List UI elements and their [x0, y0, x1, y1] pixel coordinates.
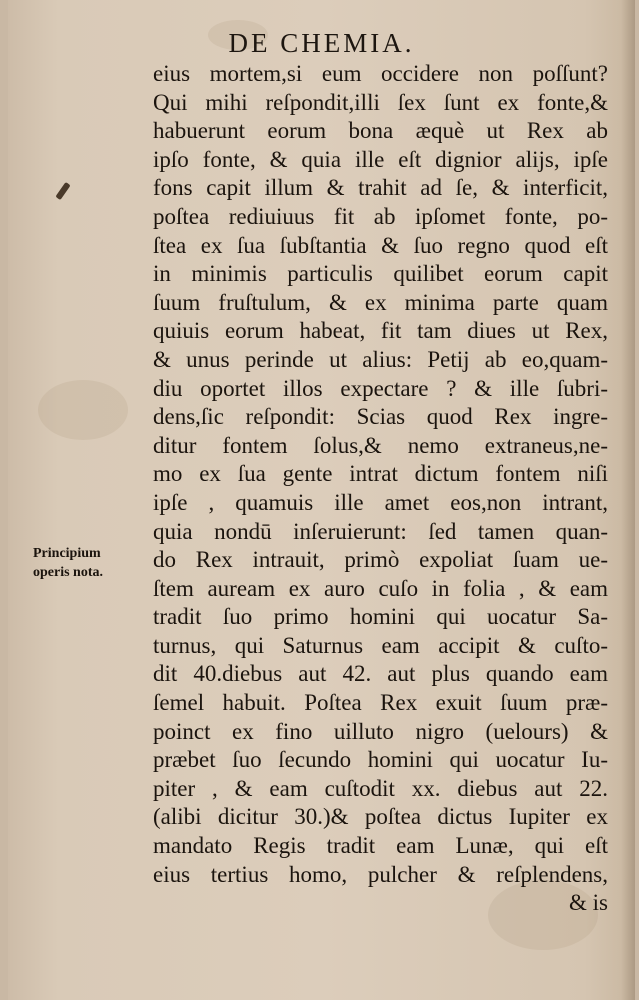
marginal-note [33, 544, 148, 582]
text-line: mandato Regis tradit eam Lunæ, qui eſt [153, 833, 608, 859]
text-line: turnus, qui Saturnus eam accipit & cuſto- [153, 632, 608, 658]
text-line: præbet ſuo ſecundo homini qui uocatur Iu- [153, 747, 608, 773]
text-line: ſtem auream ex auro cuſo in folia , & eam [153, 575, 608, 601]
marginal-note-line: Principium [33, 546, 101, 561]
text-line: habuerunt eorum bona æquè ut Rex ab [153, 118, 608, 144]
paper-stain [38, 380, 128, 440]
text-line: ſuum fruſtulum, & ex minima parte quam [153, 289, 608, 315]
text-line: quia nondū inſeruierunt: ſed tamen quan- [153, 518, 608, 544]
book-page [8, 0, 635, 1000]
text-line: (alibi dicitur 30.)& poſtea dictus Iupiter ex [153, 804, 608, 830]
text-line: ditur fontem ſolus,& nemo extraneus,ne- [153, 432, 608, 458]
text-line: piter , & eam cuſtodit xx. diebus aut 22. [153, 775, 608, 801]
text-line: ipſe , quamuis ille amet eos,non intrant, [153, 489, 608, 515]
text-line: poinct ex fino uilluto nigro (uelours) & [153, 718, 608, 744]
text-line: do Rex intrauit, primò expoliat ſuam ue- [153, 547, 608, 573]
text-line: poſtea rediuiuus fit ab ipſomet fonte, po- [153, 203, 608, 229]
body-text [153, 60, 608, 918]
text-line: tradit ſuo primo homini qui uocatur Sa- [153, 604, 608, 630]
text-line: ipſo fonte, & quia ille eſt dignior alijs, ipſe [153, 146, 608, 172]
page-edge-shadow [621, 0, 635, 1000]
text-line: diu oportet illos expectare ? & ille ſubri- [153, 375, 608, 401]
text-line: Qui mihi reſpondit,illi ſex ſunt ex fonte,& [153, 89, 608, 115]
marginal-note-line: operis nota. [33, 565, 103, 580]
text-line: quiuis eorum habeat, fit tam diues ut Rex, [153, 318, 608, 344]
text-line: in minimis particulis quilibet eorum capit [153, 261, 608, 287]
text-line: dit 40.diebus aut 42. aut plus quando eam [153, 661, 608, 687]
text-line: ſtea ex ſua ſubſtantia & ſuo regno quod eſt [153, 232, 608, 258]
catchword: & is [569, 890, 608, 916]
text-line: dens,ſic reſpondit: Scias quod Rex ingre- [153, 404, 608, 430]
text-line: eius mortem,si eum occidere non poſſunt? [153, 61, 608, 86]
text-line: ſemel habuit. Poſtea Rex exuit ſuum præ- [153, 690, 608, 716]
text-line: mo ex ſua gente intrat dictum fontem niſi [153, 461, 608, 487]
text-line: & unus perinde ut alius: Petij ab eo,quam- [153, 346, 608, 372]
ink-mark [55, 182, 70, 200]
text-line: eius tertius homo, pulcher & reſplendens, [153, 861, 608, 887]
running-header: DE CHEMIA. [228, 28, 415, 58]
text-line: fons capit illum & trahit ad ſe, & interficit, [153, 175, 608, 201]
